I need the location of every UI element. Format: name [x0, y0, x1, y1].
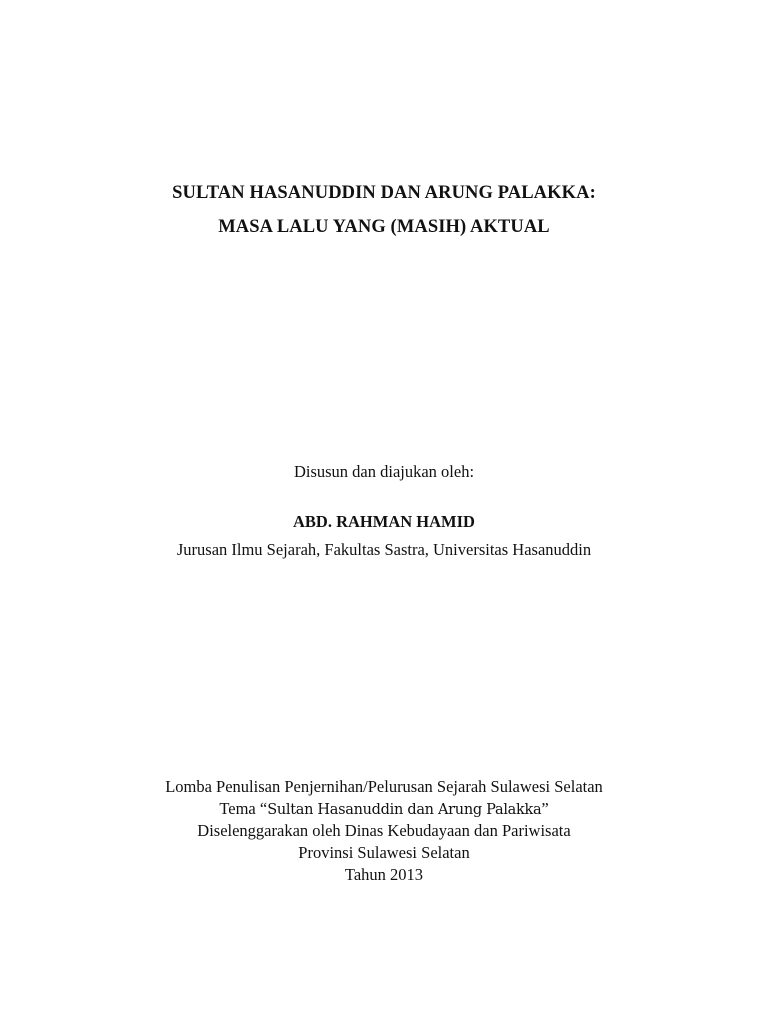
year-line: Tahun 2013 [344, 865, 424, 884]
submitted-by-label: Disusun dan diajukan oleh: [293, 462, 475, 481]
title-line-1: SULTAN HASANUDDIN DAN ARUNG PALAKKA: [172, 183, 596, 203]
organizer-line: Diselenggarakan oleh Dinas Kebudayaan dan Pariwisata [197, 821, 571, 840]
author-name: ABD. RAHMAN HAMID [293, 512, 475, 531]
theme-name: Sultan Hasanuddin dan Arung Palakka [267, 802, 542, 818]
province-line: Provinsi Sulawesi Selatan [298, 843, 470, 862]
author-affiliation: Jurusan Ilmu Sejarah, Fakultas Sastra, Universitas Hasanuddin [176, 540, 592, 559]
title-line-2: MASA LALU YANG (MASIH) AKTUAL [218, 217, 550, 237]
theme-close-quote: ” [541, 799, 549, 818]
theme-open-quote: “ [259, 799, 268, 818]
theme-prefix: Tema [219, 799, 260, 818]
competition-line: Lomba Penulisan Penjernihan/Pelurusan Sejarah Sulawesi Selatan [165, 777, 603, 796]
theme-line [0, 799, 768, 819]
